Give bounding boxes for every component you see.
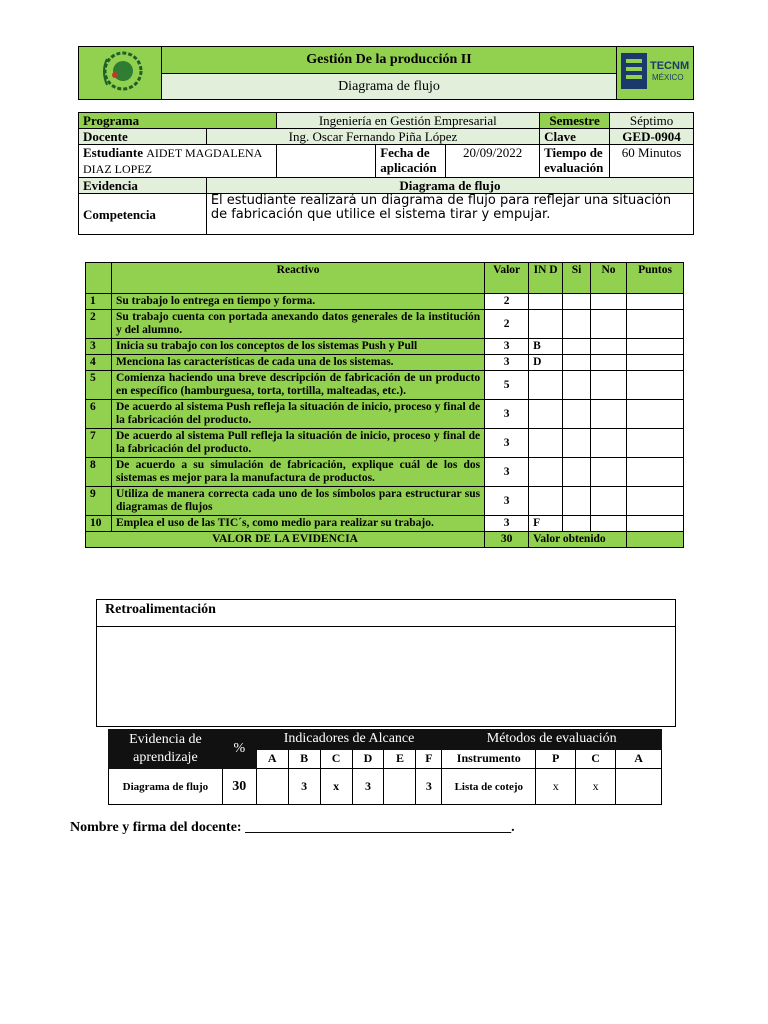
rubric-row-no [591,355,627,371]
estudiante-spacer [276,145,376,178]
row-c: x [320,769,352,805]
rubric-footer-label: VALOR DE LA EVIDENCIA [86,532,485,548]
evidencia-value: Diagrama de flujo [206,178,693,194]
rubric-row-ind: D [529,355,563,371]
evidencia-aprendizaje-header: Evidencia de aprendizaje [109,730,223,769]
rubric-row-ind: F [529,516,563,532]
rubric-row-si [563,487,591,516]
rubric-row-si [563,458,591,487]
rubric-row-si [563,355,591,371]
rubric-row-no [591,400,627,429]
tiempo-label: Tiempo de evaluación [540,145,610,178]
rubric-row-number: 3 [86,339,112,355]
rubric-row-puntos [627,339,684,355]
programa-value: Ingeniería en Gestión Empresarial [276,113,540,129]
rubric-row-si [563,371,591,400]
rubric-row-no [591,516,627,532]
rubric-row-number: 10 [86,516,112,532]
rubric-header-reactivo: Reactivo [111,263,484,294]
rubric-row-text: Su trabajo cuenta con portada anexando datos generales de la institución y del alumno. [111,310,484,339]
rubric-row-number: 5 [86,371,112,400]
estudiante-label: Estudiante AIDET MAGDALENA DIAZ LOPEZ [79,145,277,178]
row-p: x [536,769,576,805]
rubric-row-puntos [627,458,684,487]
pct-header: % [222,730,256,769]
rubric-row-puntos [627,400,684,429]
docente-label: Docente [79,129,207,145]
rubric-header-ind: IN D [529,263,563,294]
rubric-row-puntos [627,355,684,371]
row-d: 3 [352,769,384,805]
rubric-row-puntos [627,310,684,339]
clave-value: GED-0904 [610,129,694,145]
competencia-value: El estudiante realizará un diagrama de flujo para reflejar una situación de fabricación que utilice el sistema tirar y empujar. [206,194,693,235]
row-e [384,769,416,805]
rubric-row-no [591,339,627,355]
table-row [86,355,684,371]
rubric-row-text: Su trabajo lo entrega en tiempo y forma. [111,294,484,310]
competencia-label: Competencia [79,194,207,235]
table-row [86,400,684,429]
table-row [86,310,684,339]
institution-logo-cell [79,47,162,100]
rubric-row-no [591,310,627,339]
rubric-row-valor: 3 [485,458,529,487]
svg-text:MÉXICO: MÉXICO [652,73,684,82]
rubric-row-si [563,310,591,339]
alcance-header: Indicadores de Alcance [256,730,442,750]
indicators-table [108,729,662,805]
rubric-table [85,262,684,548]
rubric-row-number: 6 [86,400,112,429]
rubric-row-text: Emplea el uso de las TIC´s, como medio para realizar su trabajo. [111,516,484,532]
semestre-label: Semestre [540,113,610,129]
letter-e: E [384,750,416,769]
letter-b: B [288,750,320,769]
info-table [78,112,694,235]
rubric-row-si [563,400,591,429]
rubric-row-valor: 5 [485,371,529,400]
rubric-row-number: 2 [86,310,112,339]
method-a: A [616,750,662,769]
rubric-obtained-label: Valor obtenido [529,532,627,548]
rubric-row-text: Utiliza de manera correcta cada uno de los símbolos para estructurar sus diagramas de flujos [111,487,484,516]
document-title: Gestión De la producción II [162,47,617,74]
programa-label: Programa [79,113,277,129]
rubric-row-valor: 2 [485,310,529,339]
fecha-value: 20/09/2022 [446,145,540,178]
rubric-row-si [563,429,591,458]
rubric-row-si [563,516,591,532]
rubric-row-ind [529,294,563,310]
rubric-row-ind [529,400,563,429]
table-row [86,487,684,516]
estudiante-value: AIDET MAGDALENA DIAZ LOPEZ [83,146,262,176]
rubric-row-ind: B [529,339,563,355]
rubric-row-number: 4 [86,355,112,371]
rubric-row-valor: 3 [485,516,529,532]
feedback-title: Retroalimentación [97,600,675,627]
signature-line: Nombre y firma del docente: ______________________________________. [70,820,515,835]
rubric-row-valor: 3 [485,339,529,355]
rubric-row-puntos [627,294,684,310]
rubric-header-num [86,263,112,294]
rubric-row-text: De acuerdo al sistema Pull refleja la situación de inicio, proceso y final de la fabricación del producto. [111,429,484,458]
rubric-row-text: Menciona las características de cada una de los sistemas. [111,355,484,371]
rubric-header-si: Si [563,263,591,294]
rubric-row-si [563,339,591,355]
rubric-row-valor: 3 [485,487,529,516]
rubric-row-no [591,429,627,458]
rubric-row-no [591,294,627,310]
instrumento-header: Instrumento [442,750,536,769]
row-a-method [616,769,662,805]
letter-c: C [320,750,352,769]
table-row [86,458,684,487]
row-c-method: x [576,769,616,805]
table-row [86,516,684,532]
rubric-row-ind [529,429,563,458]
rubric-row-puntos [627,516,684,532]
rubric-header-no: No [591,263,627,294]
row-a [256,769,288,805]
letter-f: F [416,750,442,769]
table-row [86,339,684,355]
rubric-row-no [591,371,627,400]
rubric-row-puntos [627,429,684,458]
rubric-row-ind [529,371,563,400]
row-f: 3 [416,769,442,805]
rubric-row-text: De acuerdo al sistema Push refleja la situación de inicio, proceso y final de la fabricación del producto. [111,400,484,429]
row-b: 3 [288,769,320,805]
rubric-header-valor: Valor [485,263,529,294]
fecha-label: Fecha de aplicación [376,145,446,178]
rubric-row-text: Comienza haciendo una breve descripción de fabricación de un producto en específico (hamburguesa, torta, tortilla, malteadas, etc.). [111,371,484,400]
tecnm-logo-cell [617,47,694,100]
metodos-header: Métodos de evaluación [442,730,662,750]
table-row [86,429,684,458]
rubric-row-number: 7 [86,429,112,458]
rubric-row-number: 8 [86,458,112,487]
row-pct: 30 [222,769,256,805]
table-row [86,294,684,310]
institution-logo-icon [79,47,161,95]
row-evidencia: Diagrama de flujo [109,769,223,805]
rubric-row-number: 9 [86,487,112,516]
rubric-row-no [591,458,627,487]
document-subtitle: Diagrama de flujo [162,74,617,100]
method-p: P [536,750,576,769]
letter-a: A [256,750,288,769]
svg-text:TECNM: TECNM [650,60,690,72]
rubric-row-ind [529,487,563,516]
rubric-row-no [591,487,627,516]
tiempo-value: 60 Minutos [610,145,694,178]
table-row [86,371,684,400]
row-instrumento: Lista de cotejo [442,769,536,805]
rubric-row-valor: 3 [485,429,529,458]
tecnm-logo-icon [617,47,693,95]
rubric-footer-value: 30 [485,532,529,548]
rubric-row-text: De acuerdo a su simulación de fabricación, explique cuál de los dos sistemas es mejor para la manufactura de productos. [111,458,484,487]
rubric-row-puntos [627,371,684,400]
document-header [78,46,694,100]
rubric-row-ind [529,458,563,487]
rubric-obtained-value [627,532,684,548]
rubric-row-valor: 2 [485,294,529,310]
docente-value: Ing. Oscar Fernando Piña López [206,129,539,145]
feedback-box [96,599,676,727]
rubric-row-si [563,294,591,310]
rubric-header-puntos: Puntos [627,263,684,294]
semestre-value: Séptimo [610,113,694,129]
clave-label: Clave [540,129,610,145]
rubric-row-text: Inicia su trabajo con los conceptos de los sistemas Push y Pull [111,339,484,355]
rubric-row-number: 1 [86,294,112,310]
evidencia-label: Evidencia [79,178,207,194]
rubric-row-ind [529,310,563,339]
method-c: C [576,750,616,769]
rubric-row-valor: 3 [485,400,529,429]
rubric-row-valor: 3 [485,355,529,371]
letter-d: D [352,750,384,769]
rubric-row-puntos [627,487,684,516]
